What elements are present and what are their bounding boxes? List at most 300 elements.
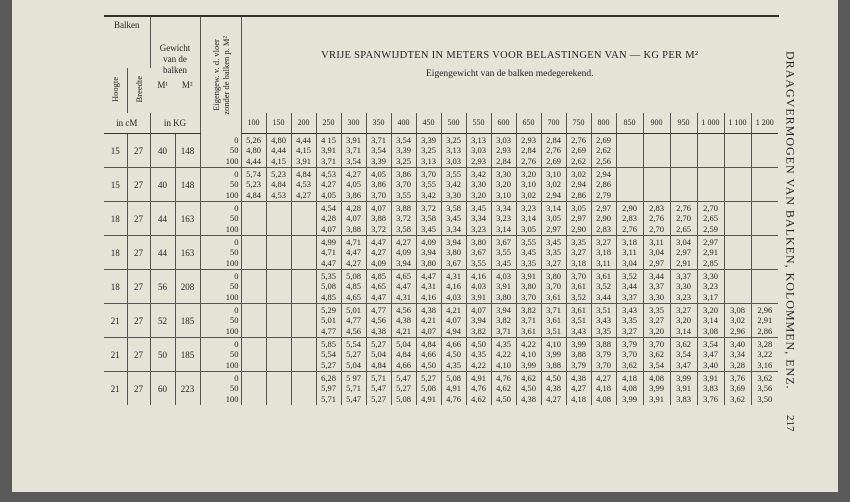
span-value: 3,82 — [521, 304, 536, 315]
span-values — [492, 271, 516, 303]
span-value: 3,91 — [296, 155, 311, 166]
span-value: 2,85 — [703, 257, 718, 268]
span-value — [725, 156, 751, 167]
span-cell — [416, 338, 441, 372]
span-value: 3,71 — [346, 145, 361, 156]
span-value — [267, 247, 291, 258]
span-cell — [416, 202, 441, 236]
span-value: 3,51 — [571, 315, 586, 326]
span-value — [242, 394, 266, 405]
span-cell — [724, 202, 751, 236]
span-values — [242, 203, 266, 235]
span-value — [292, 326, 316, 337]
eigengewicht-cell — [200, 372, 241, 406]
span-value: 3,45 — [421, 223, 436, 234]
span-value: 3,13 — [446, 145, 461, 156]
span-values — [725, 305, 751, 337]
span-value — [752, 237, 779, 248]
span-value: 3,35 — [521, 257, 536, 268]
span-value — [267, 373, 291, 384]
span-value: 2,84 — [546, 134, 561, 145]
weight-m1-cell: 52 — [150, 304, 175, 338]
span-value: 3,83 — [676, 393, 691, 404]
span-values — [567, 237, 591, 269]
span-value: 3,55 — [421, 179, 436, 190]
span-values — [392, 203, 416, 235]
span-value: 3,34 — [471, 213, 486, 224]
span-value — [644, 179, 670, 190]
span-values — [267, 339, 291, 371]
span-value: 3,72 — [371, 223, 386, 234]
span-value: 3,79 — [571, 359, 586, 370]
span-value: 3,45 — [496, 257, 511, 268]
span-value: 3,80 — [521, 281, 536, 292]
span-cell — [724, 134, 751, 168]
span-value — [267, 237, 291, 248]
span-value: 3,02 — [521, 189, 536, 200]
span-value: 4,38 — [371, 325, 386, 336]
span-cell — [441, 134, 466, 168]
span-cell — [441, 372, 466, 406]
span-cell — [466, 338, 491, 372]
span-values — [644, 373, 670, 405]
span-value: 4,50 — [471, 338, 486, 349]
span-value: 4,07 — [446, 315, 461, 326]
span-value: 4,18 — [571, 393, 586, 404]
span-value: 3,80 — [496, 291, 511, 302]
span-value: 4,08 — [622, 383, 637, 394]
span-cell — [341, 236, 366, 270]
span-value: 3,20 — [703, 304, 718, 315]
span-cell — [316, 236, 341, 270]
span-cell — [391, 304, 416, 338]
span-value: 4,71 — [321, 247, 336, 258]
span-value — [617, 190, 643, 201]
span-value: 3,99 — [546, 349, 561, 360]
span-value: 5,97 — [321, 383, 336, 394]
span-value: 3,47 — [703, 349, 718, 360]
span-value — [292, 360, 316, 371]
span-value — [617, 156, 643, 167]
span-value: 2,65 — [703, 213, 718, 224]
span-value: 3,55 — [521, 236, 536, 247]
span-value — [267, 203, 291, 214]
span-values — [698, 373, 724, 405]
span-values — [671, 373, 697, 405]
span-cell — [591, 236, 616, 270]
span-value: 5,71 — [346, 383, 361, 394]
span-value: 2,90 — [596, 213, 611, 224]
load-header: 1 200 — [751, 113, 778, 134]
span-values — [392, 169, 416, 201]
span-cell — [366, 168, 391, 202]
span-value: 5,08 — [346, 270, 361, 281]
span-cell — [366, 236, 391, 270]
span-value: 6,28 — [321, 372, 336, 383]
span-cell — [366, 338, 391, 372]
span-values — [467, 203, 491, 235]
span-values — [644, 305, 670, 337]
span-value: 3,16 — [757, 359, 773, 370]
span-value: 3,88 — [596, 338, 611, 349]
span-value: 3,76 — [703, 393, 718, 404]
span-value — [725, 258, 751, 269]
span-values — [392, 135, 416, 167]
span-value: 3,88 — [346, 223, 361, 234]
table-row — [104, 270, 778, 304]
span-cell — [441, 168, 466, 202]
span-value: 4,62 — [521, 372, 536, 383]
load-header: 650 — [516, 113, 541, 134]
span-cell — [616, 236, 643, 270]
span-values — [267, 135, 291, 167]
span-value: 4 15 — [321, 134, 336, 145]
span-value: 3,88 — [546, 359, 561, 370]
span-values — [442, 203, 466, 235]
span-cell — [316, 134, 341, 168]
table-row — [104, 134, 778, 168]
span-value: 4,76 — [471, 383, 486, 394]
span-value: 4,85 — [346, 281, 361, 292]
span-value: 5,04 — [396, 338, 411, 349]
span-cell — [416, 304, 441, 338]
eigengewicht-value: 0 — [234, 270, 239, 281]
span-value: 5,47 — [346, 393, 361, 404]
span-values — [617, 169, 643, 201]
span-cell — [616, 338, 643, 372]
span-value: 4,47 — [421, 270, 436, 281]
span-values — [342, 305, 366, 337]
span-values — [542, 237, 566, 269]
span-values — [517, 339, 541, 371]
span-values — [567, 373, 591, 405]
span-value — [242, 383, 266, 394]
span-cell — [670, 134, 697, 168]
span-values — [752, 135, 779, 167]
span-values — [292, 305, 316, 337]
span-value: 2,69 — [546, 155, 561, 166]
span-value: 4,91 — [446, 383, 461, 394]
span-cell — [616, 372, 643, 406]
eigengewicht-value: 0 — [234, 304, 239, 315]
span-cell — [241, 202, 266, 236]
span-values — [317, 373, 341, 405]
span-value: 3,91 — [649, 393, 664, 404]
span-value — [267, 383, 291, 394]
span-value — [752, 213, 779, 224]
span-value: 3,10 — [521, 179, 536, 190]
span-value: 4,27 — [396, 236, 411, 247]
span-value: 3,25 — [421, 145, 436, 156]
span-value — [752, 169, 779, 180]
span-value: 3,13 — [471, 134, 486, 145]
span-value: 5,08 — [321, 281, 336, 292]
eigengewicht-value: 100 — [225, 155, 239, 166]
span-value: 4,18 — [596, 383, 611, 394]
span-values — [317, 339, 341, 371]
span-cell — [341, 270, 366, 304]
span-value: 4,47 — [346, 247, 361, 258]
span-values — [517, 271, 541, 303]
span-value: 5,35 — [321, 270, 336, 281]
eigengewicht-cell — [200, 236, 241, 270]
span-value: 3,91 — [321, 145, 336, 156]
table-title — [241, 17, 778, 113]
span-value: 4,28 — [321, 213, 336, 224]
span-value — [725, 281, 751, 292]
span-value: 3,51 — [596, 304, 611, 315]
span-value: 4,27 — [371, 247, 386, 258]
span-value: 3,04 — [622, 257, 637, 268]
span-values — [317, 135, 341, 167]
span-cell — [266, 236, 291, 270]
span-cell — [466, 134, 491, 168]
span-value: 3,70 — [622, 349, 637, 360]
load-header: 250 — [316, 113, 341, 134]
span-value — [242, 258, 266, 269]
in-cm-label: in cM — [104, 113, 150, 134]
span-value: 4,27 — [346, 168, 361, 179]
span-value: 5,01 — [321, 315, 336, 326]
span-value — [752, 135, 779, 146]
span-cell — [316, 338, 341, 372]
span-value: 4,31 — [421, 281, 436, 292]
span-cell — [724, 304, 751, 338]
span-value: 2,86 — [757, 325, 773, 336]
span-cell — [697, 304, 724, 338]
span-value: 4,03 — [471, 281, 486, 292]
span-values — [671, 135, 697, 167]
span-cell — [391, 202, 416, 236]
span-value — [267, 349, 291, 360]
span-value: 5,27 — [371, 338, 386, 349]
span-value: 3,61 — [571, 281, 586, 292]
span-value: 5,26 — [246, 134, 261, 145]
span-cell — [491, 304, 516, 338]
span-value: 4,21 — [421, 315, 436, 326]
span-value: 4,85 — [371, 270, 386, 281]
span-value: 2,97 — [703, 236, 718, 247]
span-value — [752, 145, 779, 156]
span-values — [698, 271, 724, 303]
span-values — [542, 169, 566, 201]
span-value — [292, 213, 316, 224]
span-values — [442, 305, 466, 337]
span-values — [698, 237, 724, 269]
span-value: 3,94 — [421, 247, 436, 258]
span-values — [317, 271, 341, 303]
span-value — [267, 305, 291, 316]
load-header: 550 — [466, 113, 491, 134]
span-values — [542, 305, 566, 337]
span-value: 3,42 — [471, 168, 486, 179]
span-value: 3,03 — [496, 134, 511, 145]
span-values — [725, 203, 751, 235]
span-value — [242, 247, 266, 258]
load-header: 850 — [616, 113, 643, 134]
table-row — [104, 168, 778, 202]
span-value: 3,17 — [703, 291, 718, 302]
span-value: 2,84 — [521, 145, 536, 156]
span-values — [592, 271, 616, 303]
span-value: 3,94 — [496, 304, 511, 315]
span-cell — [643, 338, 670, 372]
span-value: 4,09 — [421, 236, 436, 247]
load-header: 350 — [366, 113, 391, 134]
span-values — [698, 339, 724, 371]
span-value: 4,27 — [596, 372, 611, 383]
weight-m2-cell: 223 — [175, 372, 200, 406]
span-value: 3,23 — [521, 202, 536, 213]
span-values — [342, 373, 366, 405]
span-value: 4,91 — [421, 393, 436, 404]
span-value: 5,29 — [321, 304, 336, 315]
span-cell — [266, 270, 291, 304]
span-value: 3,56 — [757, 383, 773, 394]
span-value: 5,27 — [346, 349, 361, 360]
span-values — [752, 271, 779, 303]
span-values — [492, 305, 516, 337]
span-values — [644, 339, 670, 371]
weight-m2-cell: 148 — [175, 168, 200, 202]
span-value: 5,74 — [246, 168, 261, 179]
span-value: 3,50 — [757, 393, 773, 404]
span-value: 4,27 — [321, 179, 336, 190]
span-value — [725, 213, 751, 224]
span-values — [617, 305, 643, 337]
breedte-cell: 27 — [127, 202, 150, 236]
span-cell — [616, 168, 643, 202]
span-cell — [391, 270, 416, 304]
span-values — [267, 237, 291, 269]
span-cell — [341, 338, 366, 372]
span-value: 3,02 — [730, 315, 745, 326]
span-value: 3,39 — [371, 155, 386, 166]
span-value: 4,77 — [371, 304, 386, 315]
span-value — [725, 135, 751, 146]
breedte-cell: 27 — [127, 270, 150, 304]
span-value: 2,94 — [596, 168, 611, 179]
span-cell — [697, 372, 724, 406]
span-value: 5,01 — [346, 304, 361, 315]
span-values — [725, 135, 751, 167]
span-value: 5,08 — [396, 393, 411, 404]
span-value: 3,70 — [571, 270, 586, 281]
weight-m1-cell: 44 — [150, 202, 175, 236]
span-values — [644, 271, 670, 303]
span-values — [542, 373, 566, 405]
span-value: 5,27 — [396, 383, 411, 394]
span-value: 3,39 — [421, 134, 436, 145]
span-value: 3,30 — [649, 291, 664, 302]
span-cell — [416, 168, 441, 202]
span-value — [698, 190, 724, 201]
span-cell — [316, 372, 341, 406]
span-cell — [266, 202, 291, 236]
span-value: 3,43 — [622, 304, 637, 315]
span-values — [242, 237, 266, 269]
span-value: 2,93 — [471, 155, 486, 166]
span-value — [644, 169, 670, 180]
span-values — [698, 135, 724, 167]
span-value — [644, 135, 670, 146]
eigengewicht-values — [201, 237, 241, 269]
span-value: 4,22 — [521, 338, 536, 349]
span-value: 3,70 — [421, 168, 436, 179]
span-value: 4,77 — [321, 325, 336, 336]
span-value: 4,84 — [271, 179, 286, 190]
span-values — [752, 169, 779, 201]
eigengewicht-value: 50 — [230, 281, 239, 292]
span-cell — [516, 270, 541, 304]
span-value: 3,79 — [622, 338, 637, 349]
span-values — [392, 271, 416, 303]
span-value: 3,52 — [571, 291, 586, 302]
span-value — [698, 179, 724, 190]
span-cell — [341, 202, 366, 236]
span-cell — [241, 372, 266, 406]
span-value: 3,39 — [396, 145, 411, 156]
span-value: 3,34 — [496, 202, 511, 213]
span-value: 3,58 — [396, 223, 411, 234]
span-values — [671, 237, 697, 269]
span-values — [367, 169, 391, 201]
gewicht-text: Gewicht van de balken — [159, 43, 191, 75]
span-value: 2,83 — [649, 202, 664, 213]
span-value: 5,47 — [371, 383, 386, 394]
span-values — [644, 203, 670, 235]
span-value: 3,11 — [649, 236, 664, 247]
span-value: 3,62 — [649, 349, 664, 360]
span-value: 2,79 — [596, 189, 611, 200]
eigengewicht-value: 0 — [234, 168, 239, 179]
span-value: 3,61 — [546, 291, 561, 302]
span-value — [242, 213, 266, 224]
span-value: 4,50 — [546, 372, 561, 383]
span-value: 4,31 — [396, 291, 411, 302]
span-value: 4,05 — [346, 179, 361, 190]
hoogte-cell: 21 — [104, 372, 127, 406]
span-value: 2,76 — [622, 223, 637, 234]
span-value — [617, 135, 643, 146]
span-value: 4,38 — [396, 315, 411, 326]
load-header: 500 — [441, 113, 466, 134]
span-value: 3,67 — [496, 236, 511, 247]
span-value: 3,62 — [757, 372, 773, 383]
span-values — [467, 135, 491, 167]
span-value: 3,43 — [596, 315, 611, 326]
span-value: 5,04 — [371, 349, 386, 360]
span-cell — [466, 270, 491, 304]
span-value: 3,22 — [757, 349, 773, 360]
span-value: 2,83 — [622, 213, 637, 224]
span-cell — [291, 304, 316, 338]
span-value: 4,66 — [421, 349, 436, 360]
span-cell — [466, 236, 491, 270]
span-value: 4,84 — [396, 349, 411, 360]
span-value — [267, 224, 291, 235]
span-value: 4,22 — [496, 349, 511, 360]
span-value: 2,59 — [703, 223, 718, 234]
span-value — [752, 258, 779, 269]
weight-m2-cell: 185 — [175, 338, 200, 372]
span-value: 3,35 — [596, 325, 611, 336]
span-value — [671, 156, 697, 167]
span-cell — [643, 372, 670, 406]
span-value: 4,05 — [371, 168, 386, 179]
span-cell — [751, 338, 778, 372]
span-value: 3,61 — [546, 315, 561, 326]
